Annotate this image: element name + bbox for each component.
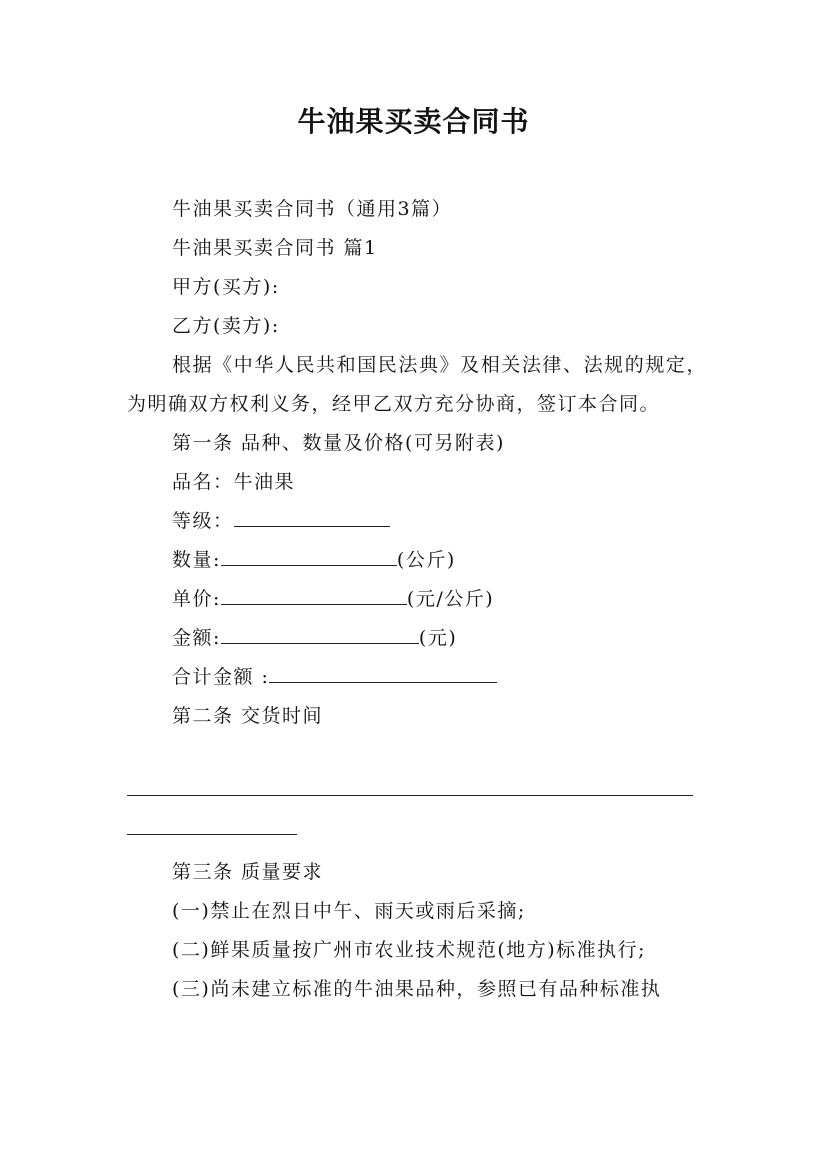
quality-item-2: (二)鲜果质量按广州市农业技术规范(地方)标准执行; (172, 939, 647, 961)
total-line (127, 658, 707, 697)
party-a-line: 甲方(买方): (172, 276, 280, 298)
quantity-blank (221, 543, 397, 566)
spacer (127, 736, 707, 775)
price-line (127, 580, 707, 619)
price-unit: (元/公斤) (406, 588, 495, 610)
grade-line (127, 502, 707, 541)
delivery-blank-row-2 (127, 814, 707, 853)
article-1-title: 第一条 品种、数量及价格(可另附表) (172, 432, 505, 454)
article-3-title: 第三条 质量要求 (172, 861, 324, 883)
grade-blank (234, 504, 390, 527)
part-heading: 牛油果买卖合同书 篇1 (172, 237, 378, 259)
grade-label: 等级： (172, 510, 234, 532)
delivery-blank-line-1 (127, 795, 693, 796)
document-title: 牛油果买卖合同书 (297, 105, 530, 138)
quality-item-3: (三)尚未建立标准的牛油果品种，参照已有品种标准执 (172, 978, 662, 1000)
quantity-line (127, 541, 707, 580)
quality-item-1: (一)禁止在烈日中午、雨天或雨后采摘; (172, 900, 526, 922)
product-name-line: 品名：牛油果 (172, 471, 296, 493)
delivery-blank-row-1 (127, 775, 707, 814)
total-label: 合计金额 : (172, 666, 270, 688)
price-blank (221, 582, 407, 605)
amount-blank (221, 621, 419, 644)
quantity-label: 数量: (172, 549, 221, 571)
total-blank (269, 660, 497, 683)
preamble-paragraph: 根据《中华人民共和国民法典》及相关法律、法规的规定，为明确双方权利义务，经甲乙双方充分协商，签订本合同。 (127, 354, 707, 415)
quantity-unit: (公斤) (396, 549, 456, 571)
delivery-blank-line-2 (127, 834, 297, 835)
subtitle: 牛油果买卖合同书（通用3篇） (172, 198, 453, 220)
amount-unit: (元) (418, 627, 458, 649)
amount-line (127, 619, 707, 658)
party-b-line: 乙方(卖方): (172, 315, 280, 337)
document-body (127, 190, 707, 1009)
amount-label: 金额: (172, 627, 221, 649)
price-label: 单价: (172, 588, 221, 610)
article-2-title: 第二条 交货时间 (172, 705, 324, 727)
